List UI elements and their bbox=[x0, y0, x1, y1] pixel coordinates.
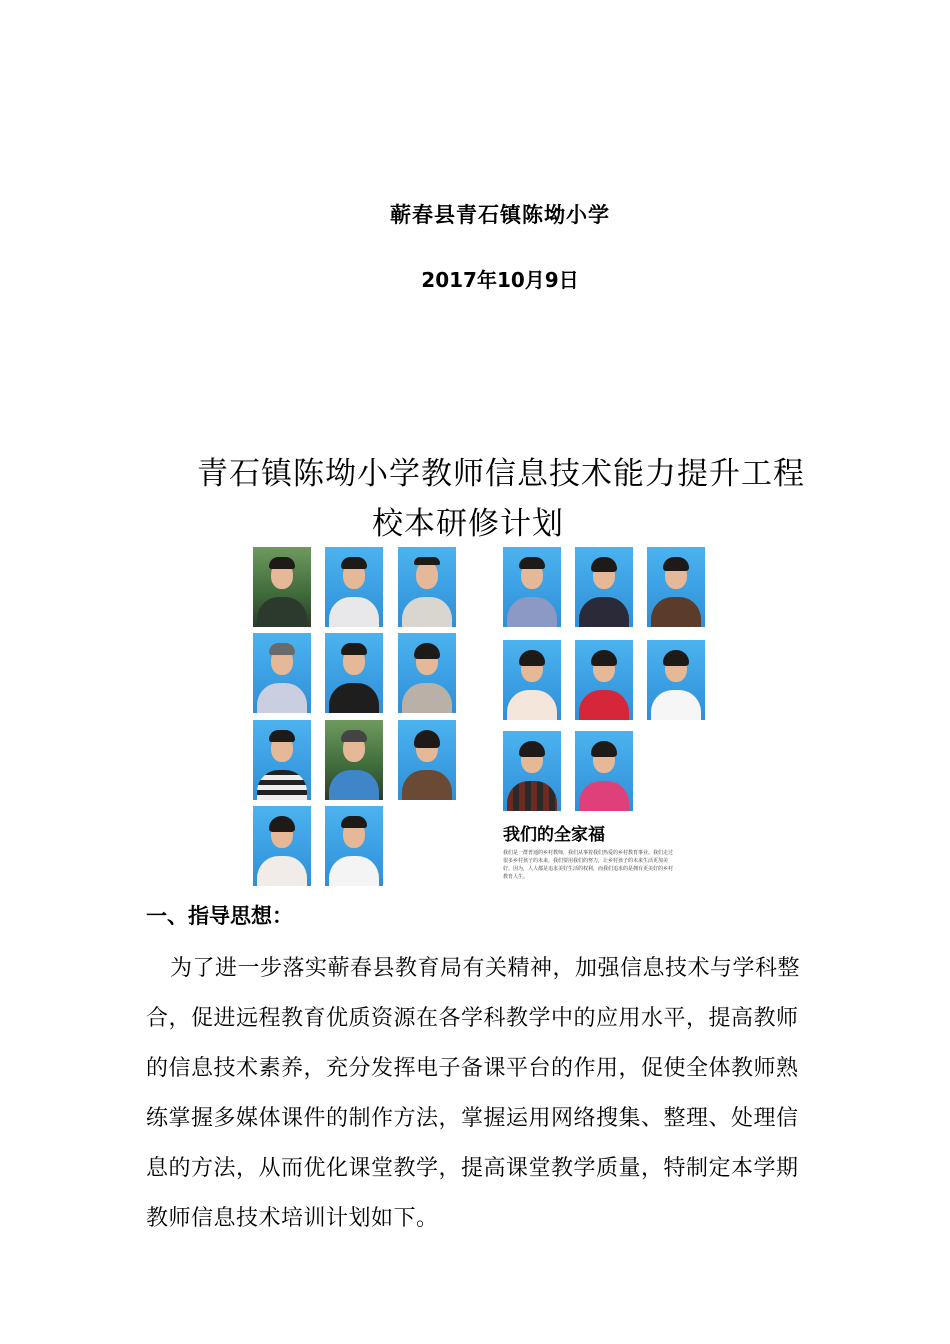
teacher-photo bbox=[647, 547, 705, 627]
teacher-photo bbox=[325, 547, 383, 627]
teacher-photo bbox=[253, 720, 311, 800]
paragraph-line: 合，促进远程教育优质资源在各学科教学中的应用水平，提高教师 bbox=[146, 1006, 799, 1031]
document-title: 青石镇陈坳小学教师信息技术能力提升工程 bbox=[197, 456, 805, 492]
paragraph-line: 教师信息技术培训计划如下。 bbox=[146, 1206, 439, 1231]
teacher-photo bbox=[325, 633, 383, 713]
collage-caption: 我们的全家福 bbox=[503, 825, 605, 845]
paragraph-line: 的信息技术素养，充分发挥电子备课平台的作用，促使全体教师熟 bbox=[146, 1056, 799, 1081]
teacher-photo bbox=[503, 731, 561, 811]
teacher-photo bbox=[503, 640, 561, 720]
teacher-photo bbox=[253, 547, 311, 627]
teacher-photo bbox=[398, 633, 456, 713]
teacher-photo bbox=[647, 640, 705, 720]
teacher-photo bbox=[325, 806, 383, 886]
teacher-photo bbox=[253, 633, 311, 713]
teacher-photo bbox=[503, 547, 561, 627]
document-date: 2017年10月9日 bbox=[421, 268, 579, 292]
collage-description: 我们是一群普通的乡村教师，我们从事着我们热爱的乡村教育事业。我们走过很多乡村孩子的未来，我们要用我们的努力，让乡村孩子的未来生活更加美好。因为，人人都是追求美好生活的权利，而我们追求的是拥有更美好的乡村教育人生。 bbox=[503, 850, 674, 880]
teacher-photo bbox=[575, 640, 633, 720]
teacher-photo bbox=[325, 720, 383, 800]
paragraph-line: 为了进一步落实蕲春县教育局有关精神，加强信息技术与学科整 bbox=[170, 956, 801, 981]
teacher-photo bbox=[253, 806, 311, 886]
paragraph-line: 练掌握多媒体课件的制作方法，掌握运用网络搜集、整理、处理信 bbox=[146, 1106, 799, 1131]
school-name: 蕲春县青石镇陈坳小学 bbox=[390, 203, 610, 227]
teacher-photo bbox=[398, 720, 456, 800]
paragraph-line: 息的方法，从而优化课堂教学，提高课堂教学质量，特制定本学期 bbox=[146, 1156, 799, 1181]
teacher-photo bbox=[575, 731, 633, 811]
section-heading: 一、指导思想： bbox=[146, 904, 293, 928]
document-subtitle: 校本研修计划 bbox=[372, 506, 564, 542]
teacher-photo bbox=[575, 547, 633, 627]
teacher-photo bbox=[398, 547, 456, 627]
